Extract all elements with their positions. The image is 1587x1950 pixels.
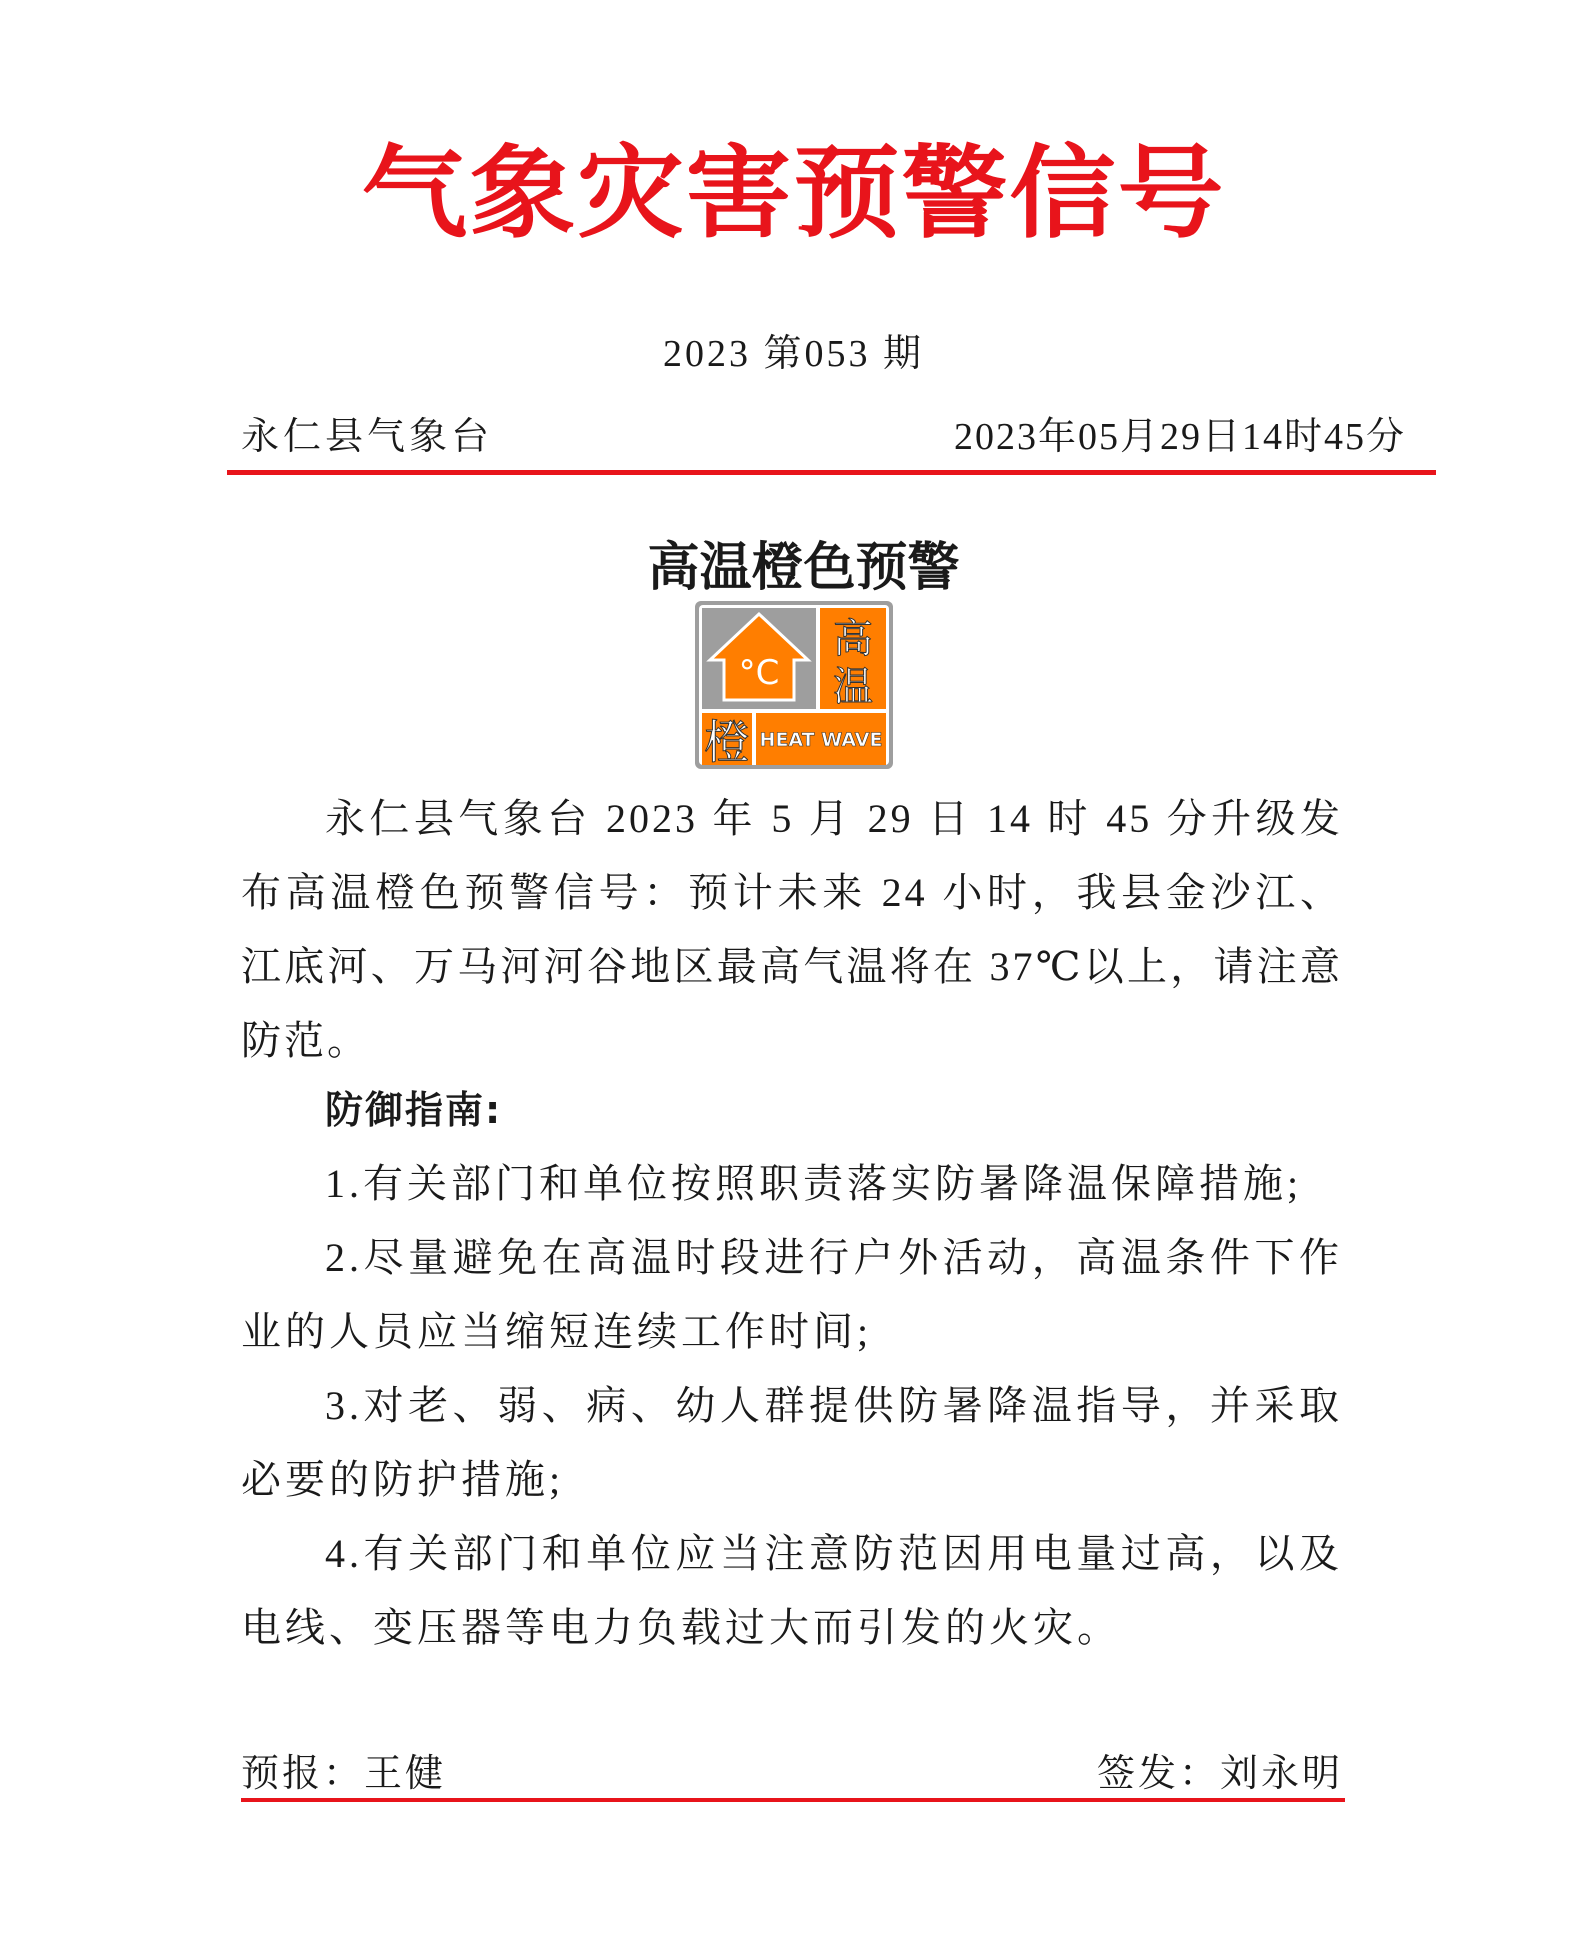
- header-divider: [227, 470, 1436, 475]
- issue-number: 2023 第053 期: [662, 333, 924, 375]
- warning-body: [241, 782, 1343, 1078]
- warning-title: 高温橙色预警: [647, 538, 960, 598]
- guide-list: [241, 1147, 1343, 1665]
- guide-item: 4.有关部门和单位应当注意防范因用电量过高，以及电线、变压器等电力负载过大而引发的火灾。: [241, 1531, 1343, 1650]
- header-row: [241, 410, 1406, 464]
- footer-row: [241, 1746, 1343, 1802]
- masthead-title: 气象灾害预警信号: [361, 133, 1226, 252]
- warning-paragraph: 永仁县气象台 2023 年 5 月 29 日 14 时 45 分升级发布高温橙色预警信号：预计未来 24 小时，我县金沙江、江底河、万马河河谷地区最高气温将在 37℃以上，请注意防范。: [241, 796, 1343, 1063]
- level-char-orange: 橙: [704, 715, 750, 769]
- guide-item: 2.尽量避免在高温时段进行户外活动，高温条件下作业的人员应当缩短连续工作时间;: [241, 1235, 1343, 1354]
- guide-title: 防御指南:: [325, 1088, 503, 1132]
- type-char-high: 高: [833, 616, 873, 662]
- guide-item: 3.对老、弱、病、幼人群提供防暑降温指导，并采取必要的防护措施;: [241, 1383, 1343, 1502]
- heat-wave-orange-signal-icon: [694, 600, 894, 770]
- type-char-temp: 温: [833, 664, 873, 710]
- forecaster-name: 预报：王健: [241, 1753, 447, 1795]
- english-label: HEAT WAVE: [759, 729, 883, 751]
- celsius-unit: °C: [738, 653, 780, 693]
- footer-divider: [241, 1798, 1345, 1802]
- guide-item: 1.有关部门和单位按照职责落实防暑降温保障措施;: [325, 1161, 1303, 1206]
- issuer-name: 永仁县气象台: [241, 416, 494, 458]
- issue-datetime: 2023年05月29日14时45分: [953, 416, 1406, 458]
- signer-name: 签发：刘永明: [1096, 1753, 1343, 1795]
